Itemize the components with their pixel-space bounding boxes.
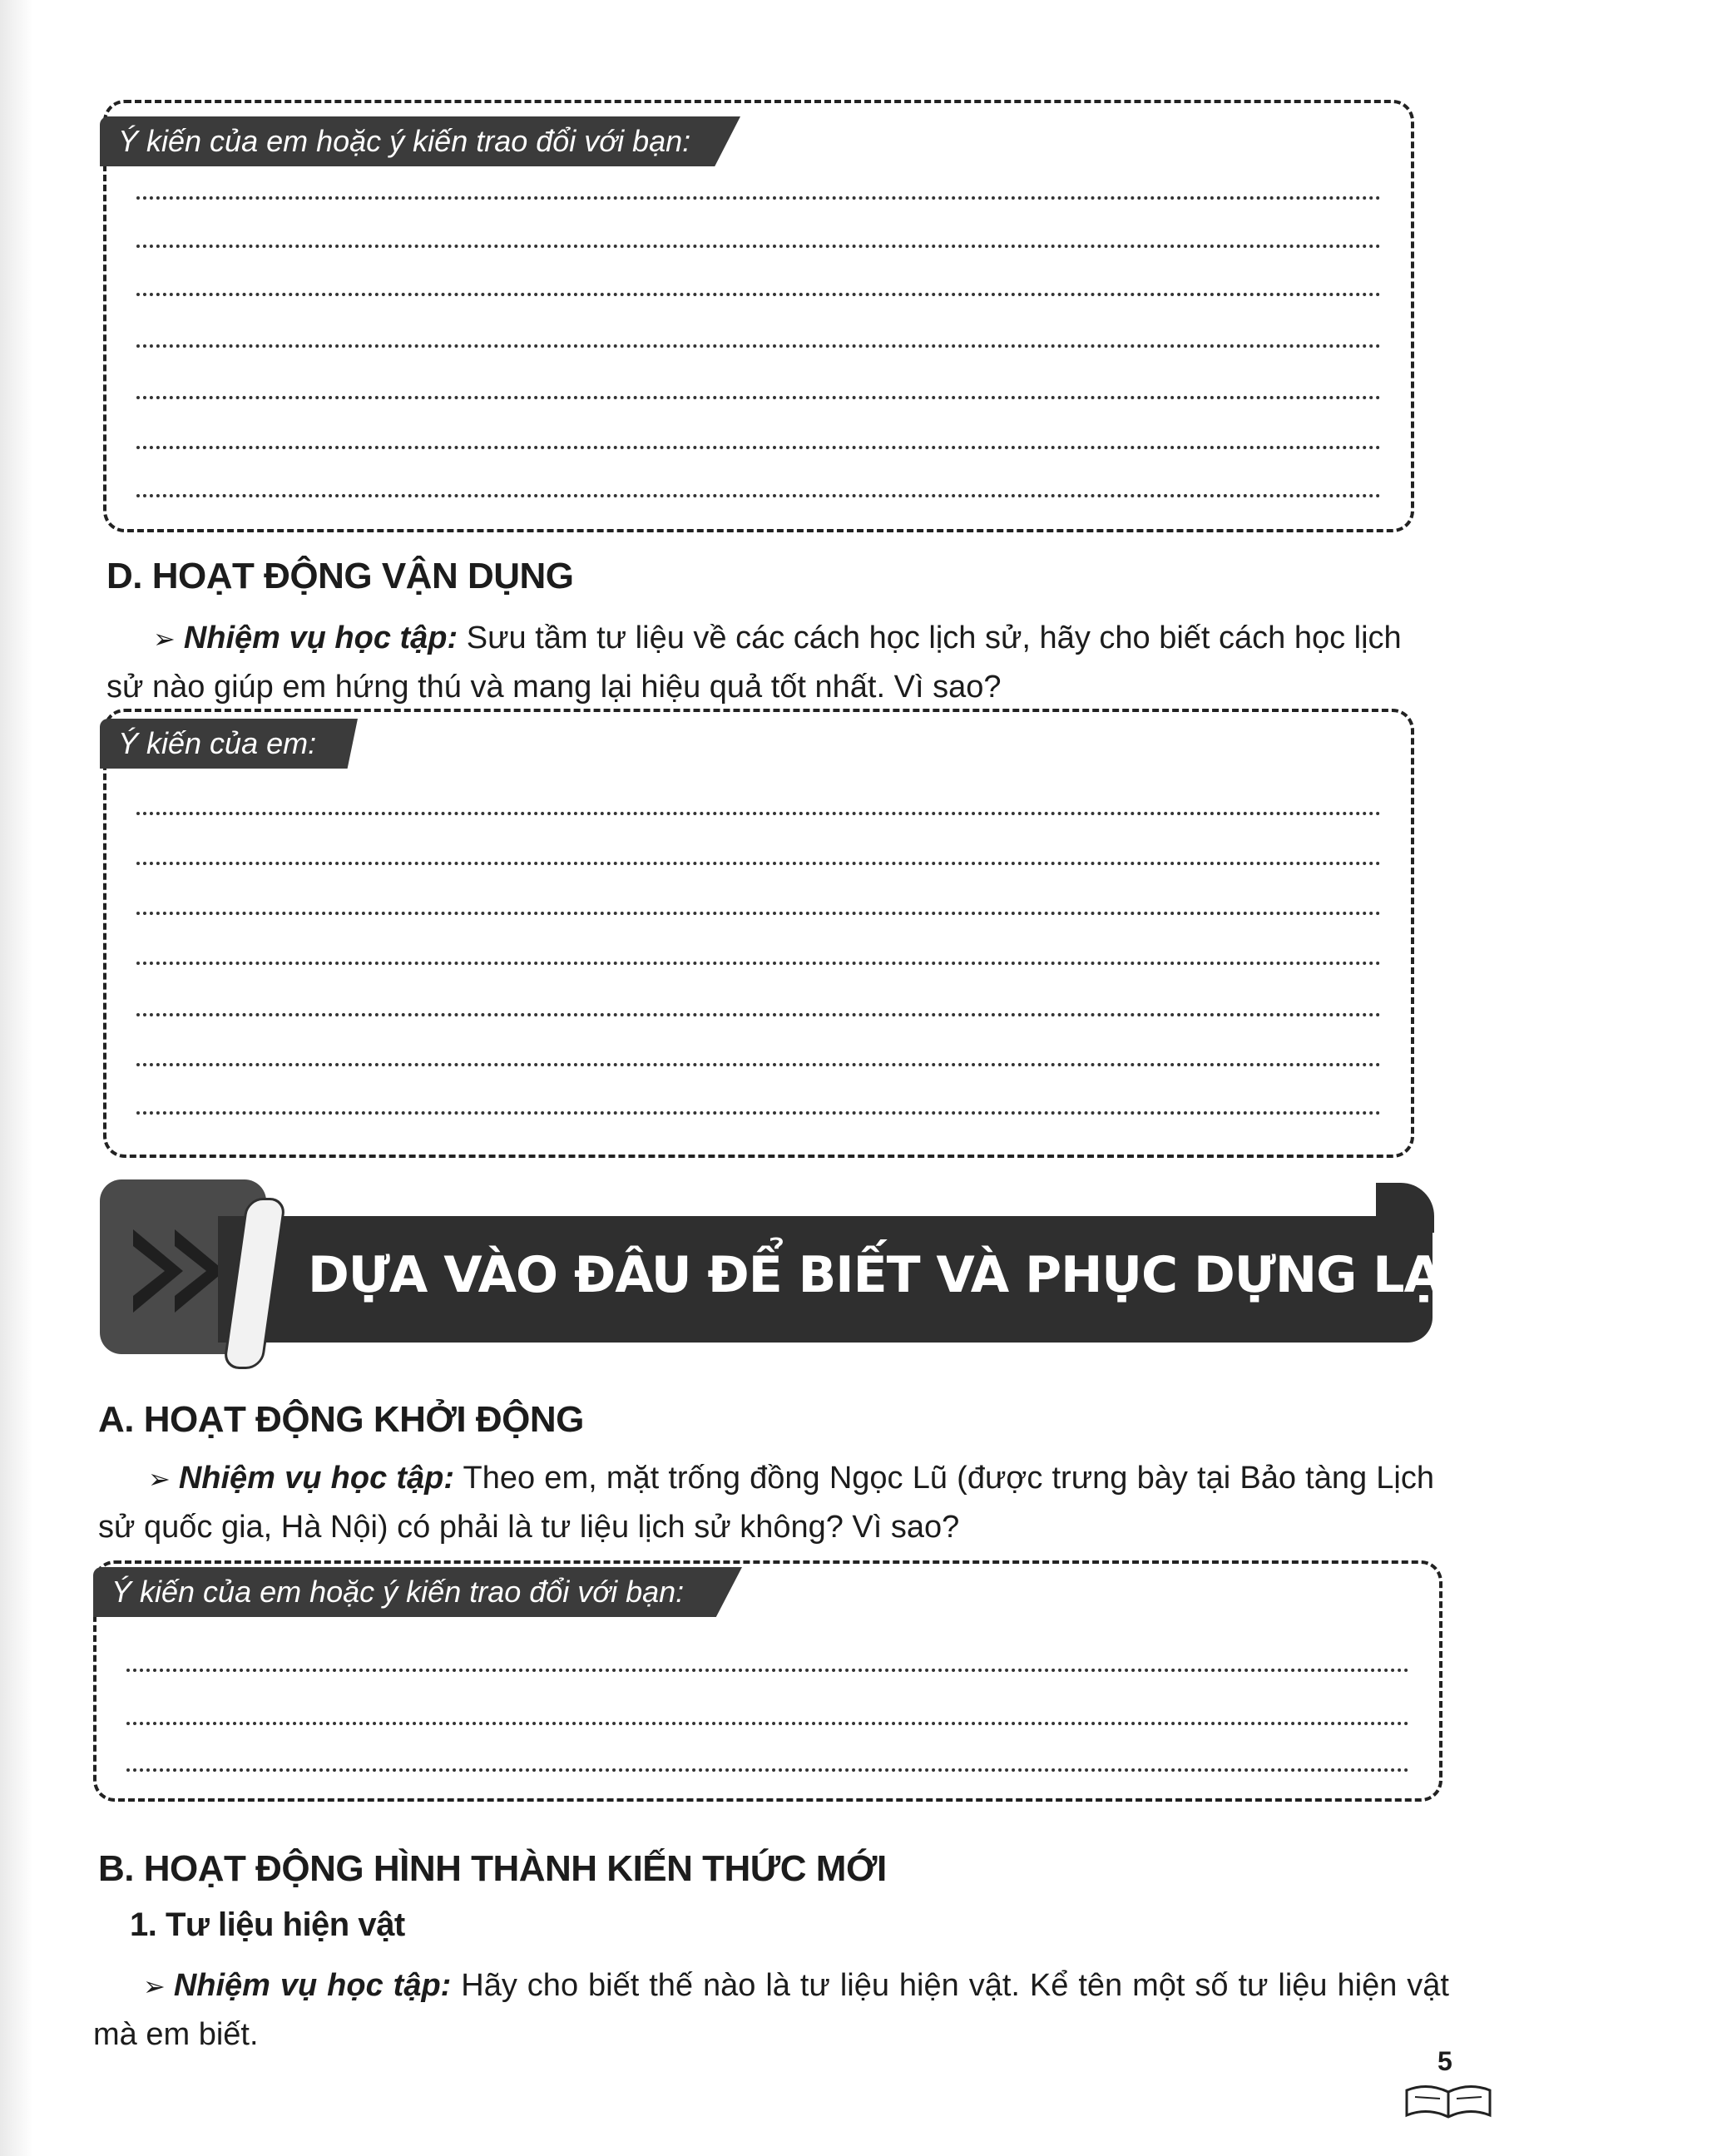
answer-line[interactable] <box>126 1768 1409 1772</box>
answer-box-3 <box>93 1560 1442 1802</box>
section-d-task <box>106 614 1421 711</box>
answer-line[interactable] <box>136 245 1381 248</box>
answer-box-1-label <box>100 116 740 166</box>
answer-box-2 <box>103 709 1414 1158</box>
answer-line[interactable] <box>136 1013 1381 1016</box>
task-lead: Nhiệm vụ học tập: <box>173 1968 452 2003</box>
section-b-heading: B. HOẠT ĐỘNG HÌNH THÀNH KIẾN THỨC MỚI <box>98 1848 887 1889</box>
answer-box-3-label-text: Ý kiến của em hoặc ý kiến trao đổi với bạn: <box>111 1575 685 1609</box>
answer-line[interactable] <box>136 494 1381 497</box>
page-number: 5 <box>1437 2046 1452 2076</box>
answer-line[interactable] <box>136 812 1381 815</box>
task-text: Hãy cho biết thế nào là tư liệu hiện vật. Kể tên một số tư liệu hiện vật mà em biết. <box>93 1968 1449 2052</box>
answer-box-2-label-text: Ý kiến của em: <box>118 726 317 760</box>
chapter-title-banner <box>93 1173 1722 1369</box>
section-a-task <box>98 1454 1434 1551</box>
answer-line[interactable] <box>136 293 1381 296</box>
answer-line[interactable] <box>126 1669 1409 1672</box>
arrow-bullet-icon: ➢ <box>148 1464 171 1494</box>
chapter-title: DỰA VÀO ĐÂU ĐỂ BIẾT VÀ PHỤC DỰNG LẠI LỊCH SỬ? <box>308 1246 1722 1304</box>
arrow-bullet-icon: ➢ <box>143 1971 166 2001</box>
answer-box-3-label <box>93 1567 742 1617</box>
answer-box-1 <box>103 100 1414 532</box>
arrow-bullet-icon: ➢ <box>153 624 176 654</box>
answer-line[interactable] <box>136 1111 1381 1115</box>
answer-line[interactable] <box>136 396 1381 399</box>
section-b-task <box>93 1961 1449 2059</box>
answer-line[interactable] <box>136 1063 1381 1066</box>
answer-line[interactable] <box>136 962 1381 965</box>
answer-line[interactable] <box>136 196 1381 200</box>
answer-line[interactable] <box>126 1722 1409 1725</box>
answer-line[interactable] <box>136 446 1381 449</box>
task-lead: Nhiệm vụ học tập: <box>183 621 458 655</box>
answer-box-1-label-text: Ý kiến của em hoặc ý kiến trao đổi với bạn: <box>118 124 691 158</box>
answer-line[interactable] <box>136 344 1381 348</box>
section-d-heading: D. HOẠT ĐỘNG VẬN DỤNG <box>106 556 574 596</box>
answer-line[interactable] <box>136 912 1381 915</box>
task-text: Theo em, mặt trống đồng Ngọc Lũ (được trưng bày tại Bảo tàng Lịch sử quốc gia, Hà Nội) có phải là tư liệu lịch sử không? Vì sao? <box>98 1461 1434 1545</box>
task-lead: Nhiệm vụ học tập: <box>178 1461 455 1496</box>
section-a-heading: A. HOẠT ĐỘNG KHỞI ĐỘNG <box>98 1399 584 1440</box>
answer-line[interactable] <box>136 862 1381 865</box>
task-text: Sưu tầm tư liệu về các cách học lịch sử, hãy cho biết cách học lịch sử nào giúp em hứng thú và mang lại hiệu quả tốt nhất. Vì sao? <box>106 621 1402 705</box>
page-edge-shadow <box>0 0 33 2156</box>
open-book-icon <box>1403 2075 1494 2125</box>
answer-box-2-label <box>100 719 358 769</box>
section-b-subheading: 1. Tư liệu hiện vật <box>130 1906 405 1943</box>
